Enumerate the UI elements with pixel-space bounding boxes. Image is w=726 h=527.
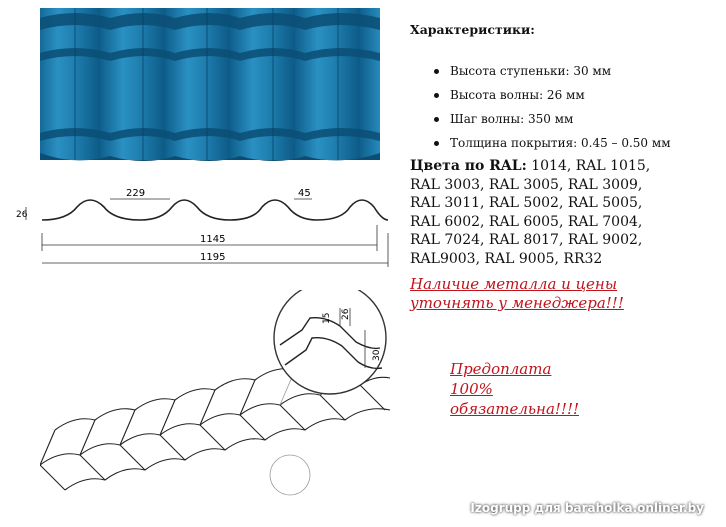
tile-isometric-drawing (40, 290, 392, 500)
full-width-label: 1195 (200, 252, 226, 263)
spec-wave-height: Высота волны: 26 мм (410, 83, 720, 107)
ral-line-1 (410, 157, 720, 176)
ral-line-2: RAL 3003, RAL 3005, RAL 3009, (410, 176, 643, 193)
ral-line-3: RAL 3011, RAL 5002, RAL 5005, (410, 195, 643, 211)
crest-width-label: 45 (298, 188, 311, 199)
specifications-block (410, 22, 720, 155)
wave-pitch-label: 229 (126, 188, 146, 199)
spec-coating-thickness: Толщина покрытия: 0.45 – 0.50 мм (410, 131, 720, 155)
ral-line-4: RAL 6002, RAL 6005, RAL 7004, (410, 213, 643, 230)
prepayment-line-1: Предоплата (450, 360, 552, 378)
ral-label: Цвета по RAL: (410, 158, 527, 174)
detail-step-height: 30 (372, 349, 382, 361)
metal-tile-product-image (35, 8, 390, 166)
specifications-title: Характеристики: (410, 22, 535, 37)
ral-line-6: RAL9003, RAL 9005, RR32 (410, 250, 603, 267)
detail-dim-b: 26 (341, 308, 351, 320)
useful-width-label: 1145 (200, 234, 226, 245)
ral-values-1: 1014, RAL 1015, (526, 158, 651, 174)
detail-dim-a: 15 (322, 312, 332, 324)
ral-line-5: RAL 7024, RAL 8017, RAL 9002, (410, 232, 643, 248)
prepayment-note (450, 359, 650, 419)
spec-step-height: Высота ступеньки: 30 мм (410, 59, 720, 83)
spec-wave-pitch: Шаг волны: 350 мм (410, 107, 720, 131)
prepayment-line-3: обязательна!!!! (450, 400, 579, 418)
specifications-list (410, 59, 720, 155)
watermark: Izogrupp для baraholka.onliner.by (470, 501, 704, 515)
profile-height-label: 26 (16, 210, 28, 220)
availability-note-line-2: уточнять у менеджера!!! (410, 294, 624, 312)
profile-cross-section-drawing (12, 185, 397, 270)
availability-note (410, 275, 722, 313)
ral-colors-block (410, 157, 720, 268)
prepayment-line-2: 100% (450, 380, 493, 398)
availability-note-line-1: Наличие металла и цены (410, 275, 618, 293)
